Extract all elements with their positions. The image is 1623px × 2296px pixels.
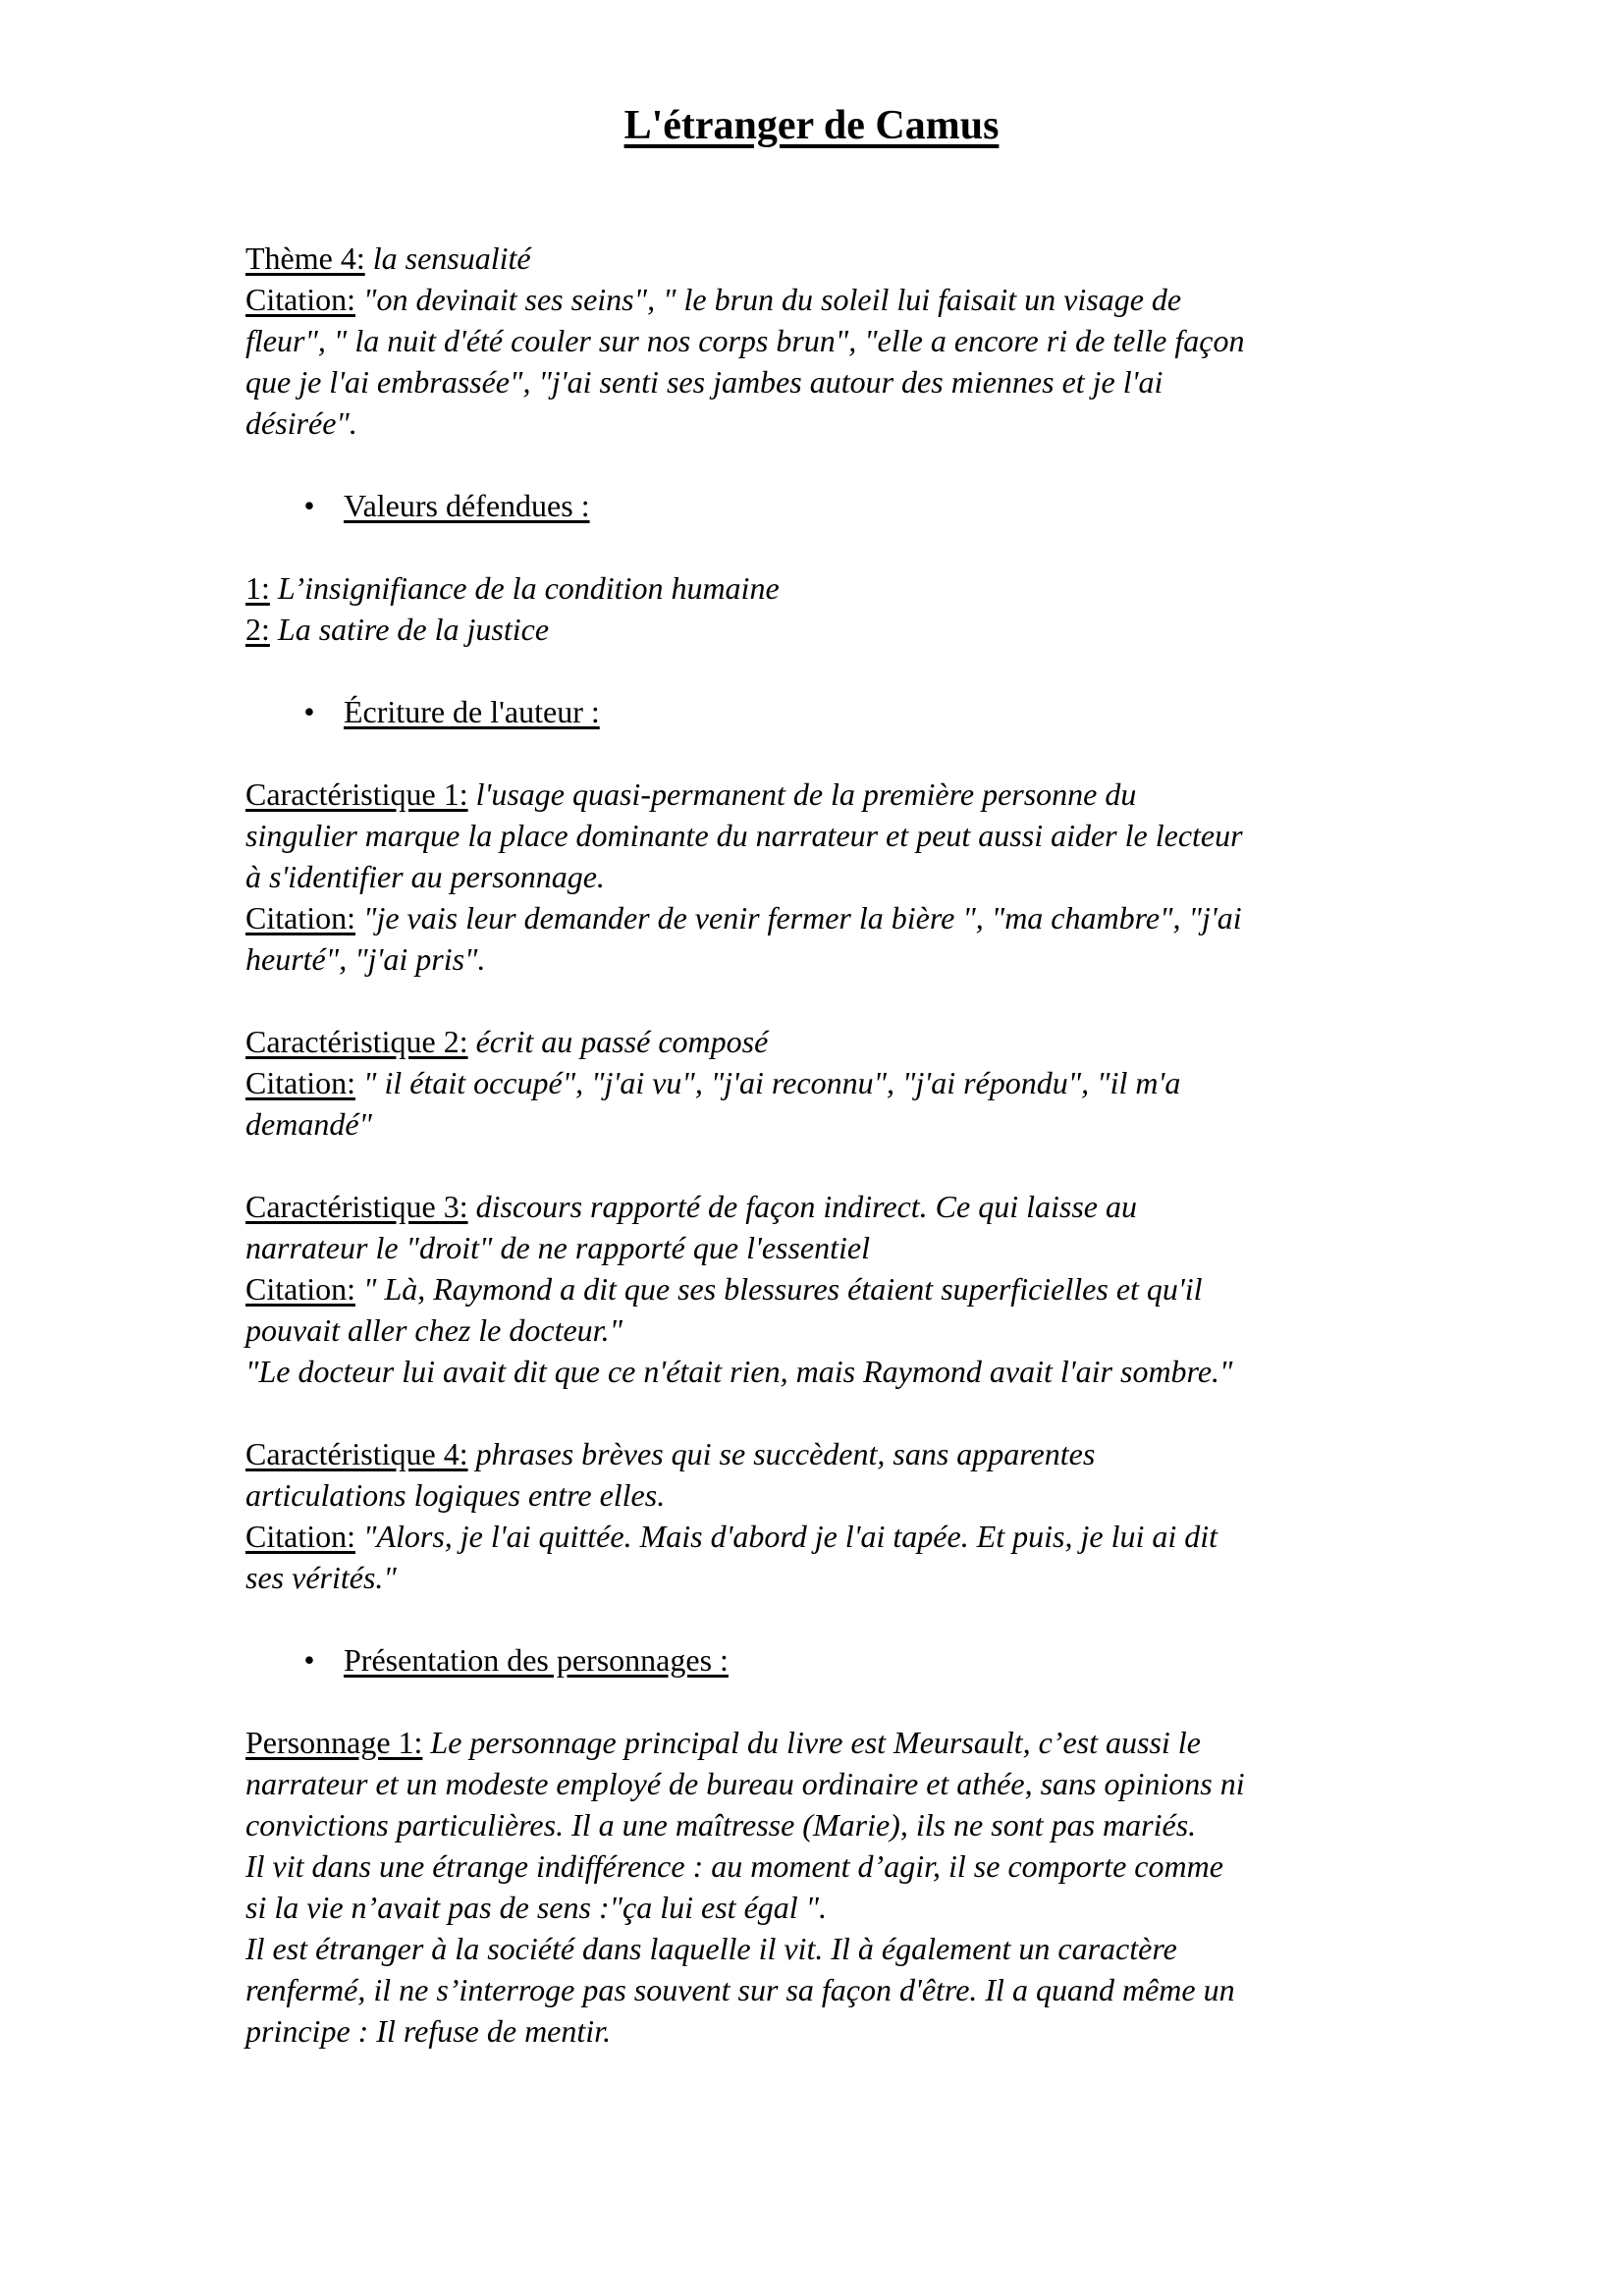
citation-text: heurté", "j'ai pris". xyxy=(245,941,486,977)
personnage-text: Il vit dans une étrange indifférence : au moment d’agir, il se comporte comme xyxy=(245,1848,1223,1884)
valeur-item: 2: La satire de la justice xyxy=(245,612,550,647)
personnage-text: principe : Il refuse de mentir. xyxy=(245,2013,612,2049)
citation-text: "on devinait ses seins", " le brun du soleil lui faisait un visage de xyxy=(363,282,1182,317)
caracteristique-3-citation: Citation: " Là, Raymond a dit que ses blessures étaient superficielles et qu'il xyxy=(245,1271,1203,1307)
bullet-icon: • xyxy=(303,694,315,729)
personnage-text: Il est étranger à la société dans laquelle il vit. Il à également un caractère xyxy=(245,1931,1177,1966)
bullet-icon: • xyxy=(303,488,315,523)
document-body xyxy=(245,238,1404,2052)
citation-text: que je l'ai embrassée", "j'ai senti ses jambes autour des miennes et je l'ai xyxy=(245,364,1163,400)
citation-text: demandé" xyxy=(245,1106,372,1142)
bullet-icon: • xyxy=(303,1642,315,1678)
caracteristique-3: Caractéristique 3: discours rapporté de façon indirect. Ce qui laisse au xyxy=(245,1189,1137,1224)
caracteristique-text: articulations logiques entre elles. xyxy=(245,1477,666,1513)
personnage-text: si la vie n’avait pas de sens :"ça lui est égal ". xyxy=(245,1890,828,1925)
citation-text: "Le docteur lui avait dit que ce n'était rien, mais Raymond avait l'air sombre." xyxy=(245,1354,1233,1389)
theme-value: la sensualité xyxy=(372,240,531,276)
section-heading-valeurs: • Valeurs défendues : xyxy=(245,485,1404,526)
caracteristique-1: Caractéristique 1: l'usage quasi-permanent de la première personne du xyxy=(245,776,1137,812)
theme-citation xyxy=(245,279,1404,320)
valeur-item: 1: L’insignifiance de la condition humaine xyxy=(245,570,780,606)
section-heading-personnages: • Présentation des personnages : xyxy=(245,1639,1404,1681)
personnage-text: convictions particulières. Il a une maîtresse (Marie), ils ne sont pas mariés. xyxy=(245,1807,1197,1842)
personnage-text: narrateur et un modeste employé de bureau ordinaire et athée, sans opinions ni xyxy=(245,1766,1245,1801)
personnage-1: Personnage 1: Le personnage principal du livre est Meursault, c’est aussi le xyxy=(245,1725,1201,1760)
caracteristique-4: Caractéristique 4: phrases brèves qui se succèdent, sans apparentes xyxy=(245,1436,1096,1471)
caracteristique-text: singulier marque la place dominante du narrateur et peut aussi aider le lecteur xyxy=(245,818,1243,853)
personnage-text: renfermé, il ne s’interroge pas souvent sur sa façon d'être. Il a quand même un xyxy=(245,1972,1235,2007)
citation-text: désirée". xyxy=(245,405,357,441)
caracteristique-4-citation: Citation: "Alors, je l'ai quittée. Mais d'abord je l'ai tapée. Et puis, je lui ai dit xyxy=(245,1519,1218,1554)
caracteristique-text: narrateur le "droit" de ne rapporté que l'essentiel xyxy=(245,1230,870,1265)
citation-label: Citation: xyxy=(245,282,355,317)
citation-text: pouvait aller chez le docteur." xyxy=(245,1312,623,1348)
citation-text: fleur", " la nuit d'été couler sur nos corps brun", "elle a encore ri de telle façon xyxy=(245,323,1245,358)
caracteristique-2: Caractéristique 2: écrit au passé composé xyxy=(245,1024,769,1059)
section-heading-ecriture: • Écriture de l'auteur : xyxy=(245,691,1404,732)
citation-text: ses vérités." xyxy=(245,1560,397,1595)
caracteristique-1-citation: Citation: "je vais leur demander de venir fermer la bière ", "ma chambre", "j'ai xyxy=(245,900,1242,935)
caracteristique-2-citation: Citation: " il était occupé", "j'ai vu", "j'ai reconnu", "j'ai répondu", "il m'a xyxy=(245,1065,1181,1100)
caracteristique-text: à s'identifier au personnage. xyxy=(245,859,605,894)
theme-label: Thème 4: xyxy=(245,240,365,276)
theme-line xyxy=(245,238,1404,279)
page-title: L'étranger de Camus xyxy=(623,103,1000,148)
